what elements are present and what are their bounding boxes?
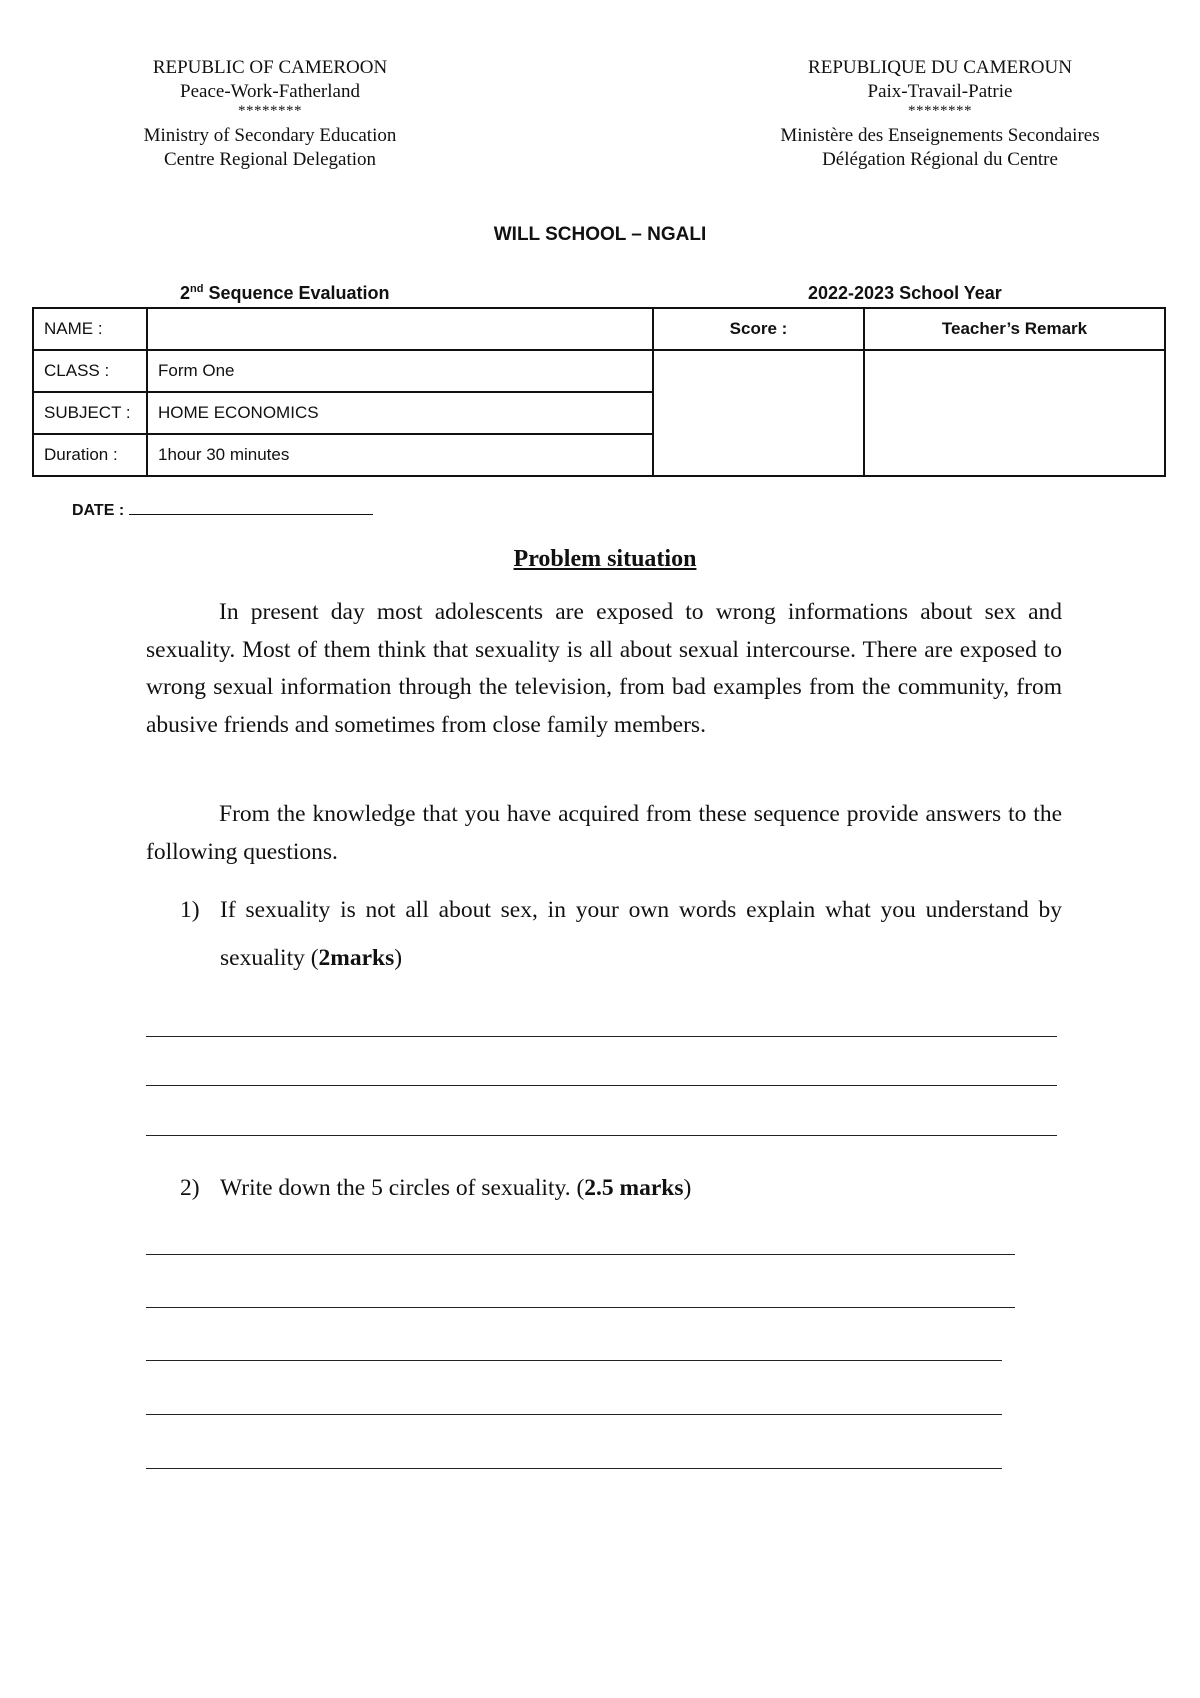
class-value: Form One [147, 350, 653, 392]
date-row [72, 500, 373, 520]
question-marks: 2marks [318, 945, 395, 971]
duration-value: 1hour 30 minutes [147, 434, 653, 476]
subject-label: SUBJECT : [33, 392, 147, 434]
header-english [100, 56, 440, 172]
instruction-paragraph: From the knowledge that you have acquired from these sequence provide answers to the following questions. [146, 801, 1062, 865]
answer-line[interactable] [146, 1307, 1015, 1308]
national-motto-fr: Paix-Travail-Patrie [867, 81, 1013, 102]
answer-line[interactable] [146, 1254, 1015, 1255]
ministry-name: Ministry of Secondary Education [143, 125, 397, 146]
name-field[interactable] [147, 308, 653, 350]
answer-line[interactable] [146, 1036, 1057, 1037]
answer-line[interactable] [146, 1085, 1057, 1086]
separator-stars: ******** [238, 103, 302, 119]
answer-line[interactable] [146, 1360, 1002, 1361]
sequence-title: 2nd Sequence Evaluation [180, 283, 390, 303]
question-number: 2) [180, 1175, 200, 1201]
question-2: 2) Write down the 5 circles of sexuality. (2.5 marks) [180, 1164, 1062, 1212]
teacher-remark-box[interactable] [864, 350, 1165, 476]
country-name-fr: REPUBLIQUE DU CAMEROUN [808, 57, 1072, 78]
duration-label: Duration : [33, 434, 147, 476]
regional-delegation-fr: Délégation Régional du Centre [822, 149, 1058, 170]
question-number: 1) [180, 897, 200, 923]
problem-situation-title: Problem situation [513, 546, 697, 572]
question-marks: 2.5 marks [584, 1175, 684, 1201]
student-info-table [32, 307, 1166, 477]
question-text: If sexuality is not all about sex, in your own words explain what you understand by sexuality [220, 897, 1062, 971]
problem-paragraph: In present day most adolescents are exposed to wrong informations about sex and sexuality. Most of them think that sexuality is all about sexual intercourse. There are exposed to wrong sexual information through the television, from bad examples from the community, from abusive friends and sometimes from close family members. [146, 599, 1062, 738]
subject-value: HOME ECONOMICS [147, 392, 653, 434]
teacher-remark-label: Teacher’s Remark [864, 308, 1165, 350]
score-box[interactable] [653, 350, 864, 476]
answer-line[interactable] [146, 1414, 1002, 1415]
answer-line[interactable] [146, 1135, 1057, 1136]
answer-line[interactable] [146, 1468, 1002, 1469]
national-motto: Peace-Work-Fatherland [180, 81, 360, 102]
school-name: WILL SCHOOL – NGALI [493, 224, 707, 245]
regional-delegation: Centre Regional Delegation [163, 149, 377, 170]
question-text: Write down the 5 circles of sexuality. [220, 1175, 571, 1201]
score-label: Score : [653, 308, 864, 350]
class-label: CLASS : [33, 350, 147, 392]
school-year: 2022-2023 School Year [808, 283, 1002, 303]
country-name: REPUBLIC OF CAMEROON [152, 57, 388, 78]
question-1: 1) If sexuality is not all about sex, in your own words explain what you understand by sexuality (2marks) [180, 886, 1062, 982]
ministry-name-fr: Ministère des Enseignements Secondaires [780, 125, 1100, 146]
date-label: DATE : [72, 502, 125, 519]
separator-stars-fr: ******** [908, 103, 972, 119]
name-label: NAME : [33, 308, 147, 350]
header-french [730, 56, 1150, 172]
date-field[interactable] [129, 500, 373, 515]
